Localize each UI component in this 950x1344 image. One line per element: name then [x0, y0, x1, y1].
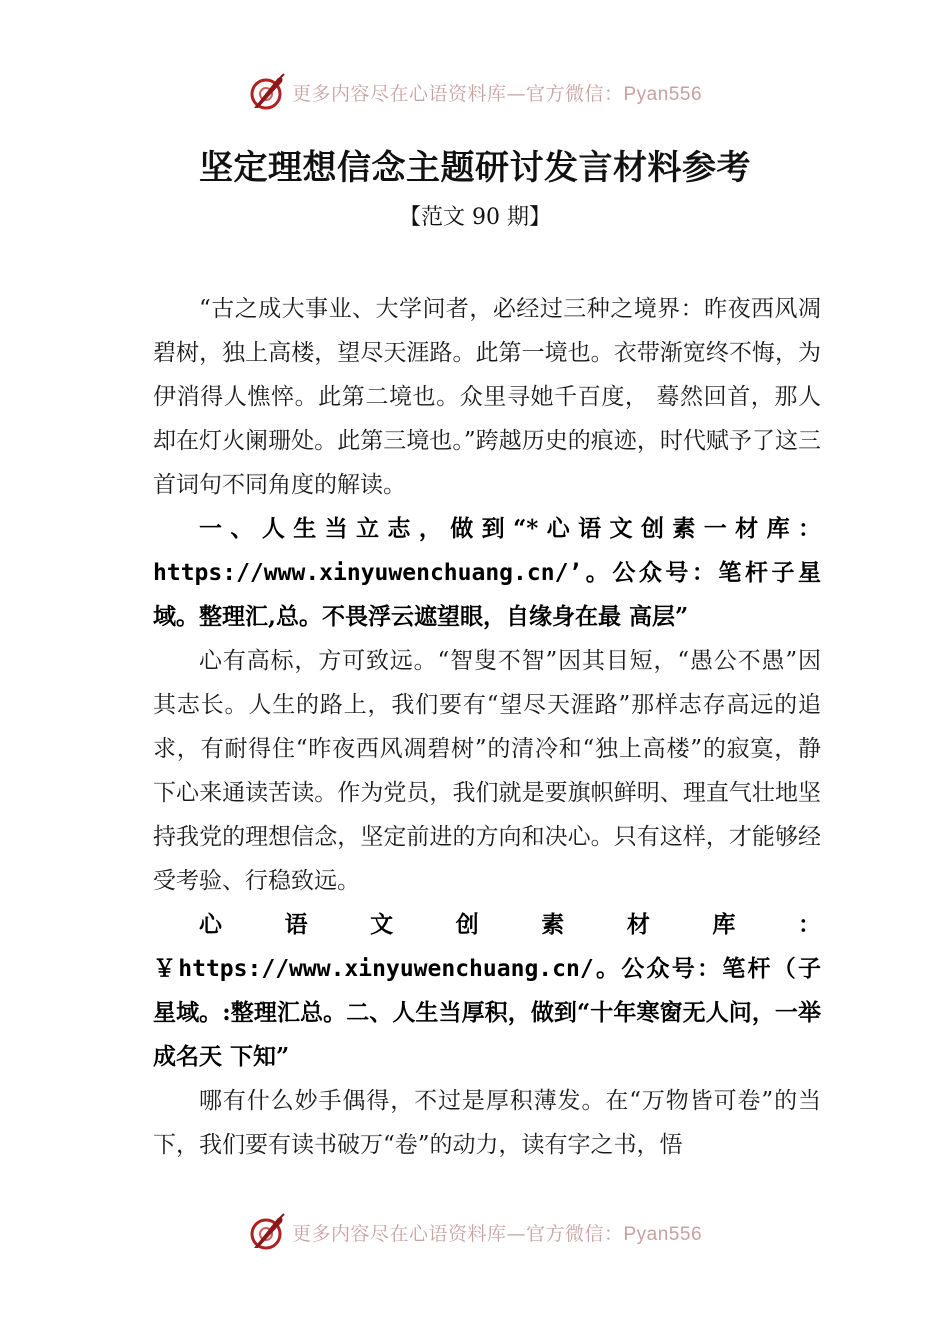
header-wechat-id: Pyan556: [623, 83, 703, 105]
quill-logo-icon: [248, 1212, 288, 1252]
header-banner: [0, 70, 950, 114]
header-banner-text: 更多内容尽在心语资料库—官方微信：Pyan556: [291, 82, 703, 105]
page-title: 坚定理想信念主题研讨发言材料参考: [199, 148, 751, 188]
footer-banner: [0, 1210, 950, 1254]
section-1-paragraph: 心有高标，方可致远。“智叟不智”因其目短，“愚公不愚”因其志长。人生的路上，我们要有“望尽天涯路”那样志存高远的追求，有耐得住“昨夜西风凋碧树”的清冷和“独上高楼”的寂寞，静下心来通读苦读。作为党员，我们就是要旗帜鲜明、理直气壮地坚持我党的理想信念，坚定前进的方向和决心。只有这样，才能够经受考验、行稳致远。: [153, 648, 821, 894]
article-body: [153, 287, 821, 1167]
quill-logo-icon: [248, 72, 288, 112]
footer-wechat-id: Pyan556: [623, 1223, 703, 1245]
heading-1-url: https://www.xinyuwenchuang.cn/’: [153, 560, 583, 586]
section-heading-1: 一、人生当立志，做到“*心语文创素一材库：https://www.xinyuwenchuang.cn/’。公众号：笔杆子星域。整理汇,总。不畏浮云遮望眼，自缘身在最 高层”: [153, 515, 821, 630]
heading-2-url: https://www.xinyuwenchuang.cn/: [178, 956, 594, 982]
intro-paragraph: “古之成大事业、大学问者，必经过三种之境界：昨夜西风凋碧树，独上高楼，望尽天涯路。此第一境也。衣带渐宽终不悔，为伊消得人憔悴。此第二境也。众里寻她千百度， 蓦然回首，那人却在灯火阑珊处。此第三境也。”跨越历史的痕迹，时代赋予了这三首词句不同角度的解读。: [153, 296, 821, 498]
section-2-paragraph: 哪有什么妙手偶得，不过是厚积薄发。在“万物皆可卷”的当下，我们要有读书破万“卷”的动力，读有字之书，悟: [153, 1088, 821, 1158]
section-heading-2: 心语文创素材库：￥https://www.xinyuwenchuang.cn/。公众号：笔杆（子星域。:整理汇总。二、人生当厚积，做到“十年寒窗无人问，一举成名天 下知”: [153, 911, 822, 1070]
issue-subtitle: 【范文 90 期】: [399, 205, 551, 230]
footer-banner-text: 更多内容尽在心语资料库—官方微信：Pyan556: [291, 1222, 703, 1245]
